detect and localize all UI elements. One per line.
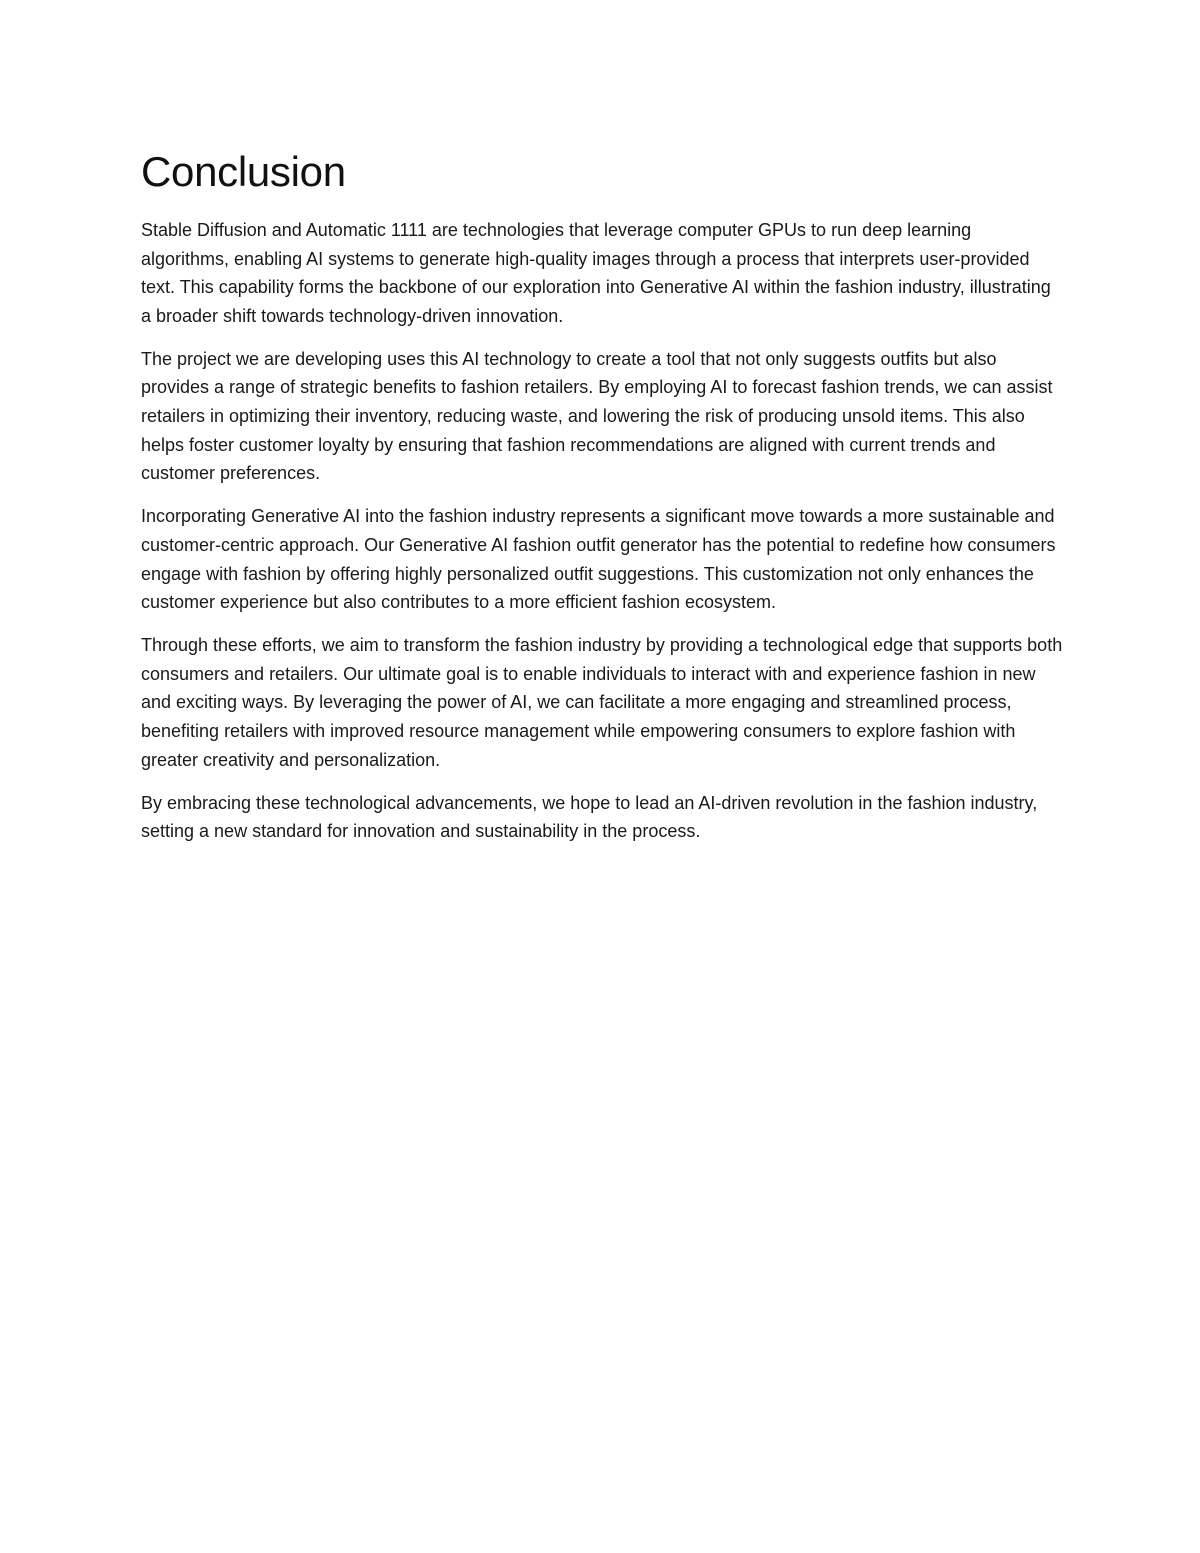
paragraph: Stable Diffusion and Automatic 1111 are technologies that leverage computer GPUs to run deep learning algorithms, enabling AI systems to generate high-quality images through a process that interprets user-provided text. This capability forms the backbone of our exploration into Generative AI within the fashion industry, illustrating a broader shift towards technology-driven innovation. <box>141 220 1051 326</box>
paragraph: By embracing these technological advancements, we hope to lead an AI-driven revolution in the fashion industry, setting a new standard for innovation and sustainability in the process. <box>141 792 1038 842</box>
paragraph: Through these efforts, we aim to transform the fashion industry by providing a technological edge that supports both consumers and retailers. Our ultimate goal is to enable individuals to interact with and experience fashion in new and exciting ways. By leveraging the power of AI, we can facilitate a more engaging and streamlined process, benefiting retailers with improved resource management while empowering consumers to explore fashion with greater creativity and personalization. <box>141 635 1063 770</box>
document-body <box>141 146 1063 860</box>
paragraph: The project we are developing uses this AI technology to create a tool that not only suggests outfits but also provides a range of strategic benefits to fashion retailers. By employing AI to forecast fashion trends, we can assist retailers in optimizing their inventory, reducing waste, and lowering the risk of producing unsold items. This also helps foster customer loyalty by ensuring that fashion recommendations are aligned with current trends and customer preferences. <box>141 348 1053 484</box>
page-title: Conclusion <box>141 148 346 195</box>
paragraph: Incorporating Generative AI into the fashion industry represents a significant move towards a more sustainable and customer-centric approach. Our Generative AI fashion outfit generator has the potential to redefine how consumers engage with fashion by offering highly personalized outfit suggestions. This customization not only enhances the customer experience but also contributes to a more efficient fashion ecosystem. <box>141 506 1056 613</box>
